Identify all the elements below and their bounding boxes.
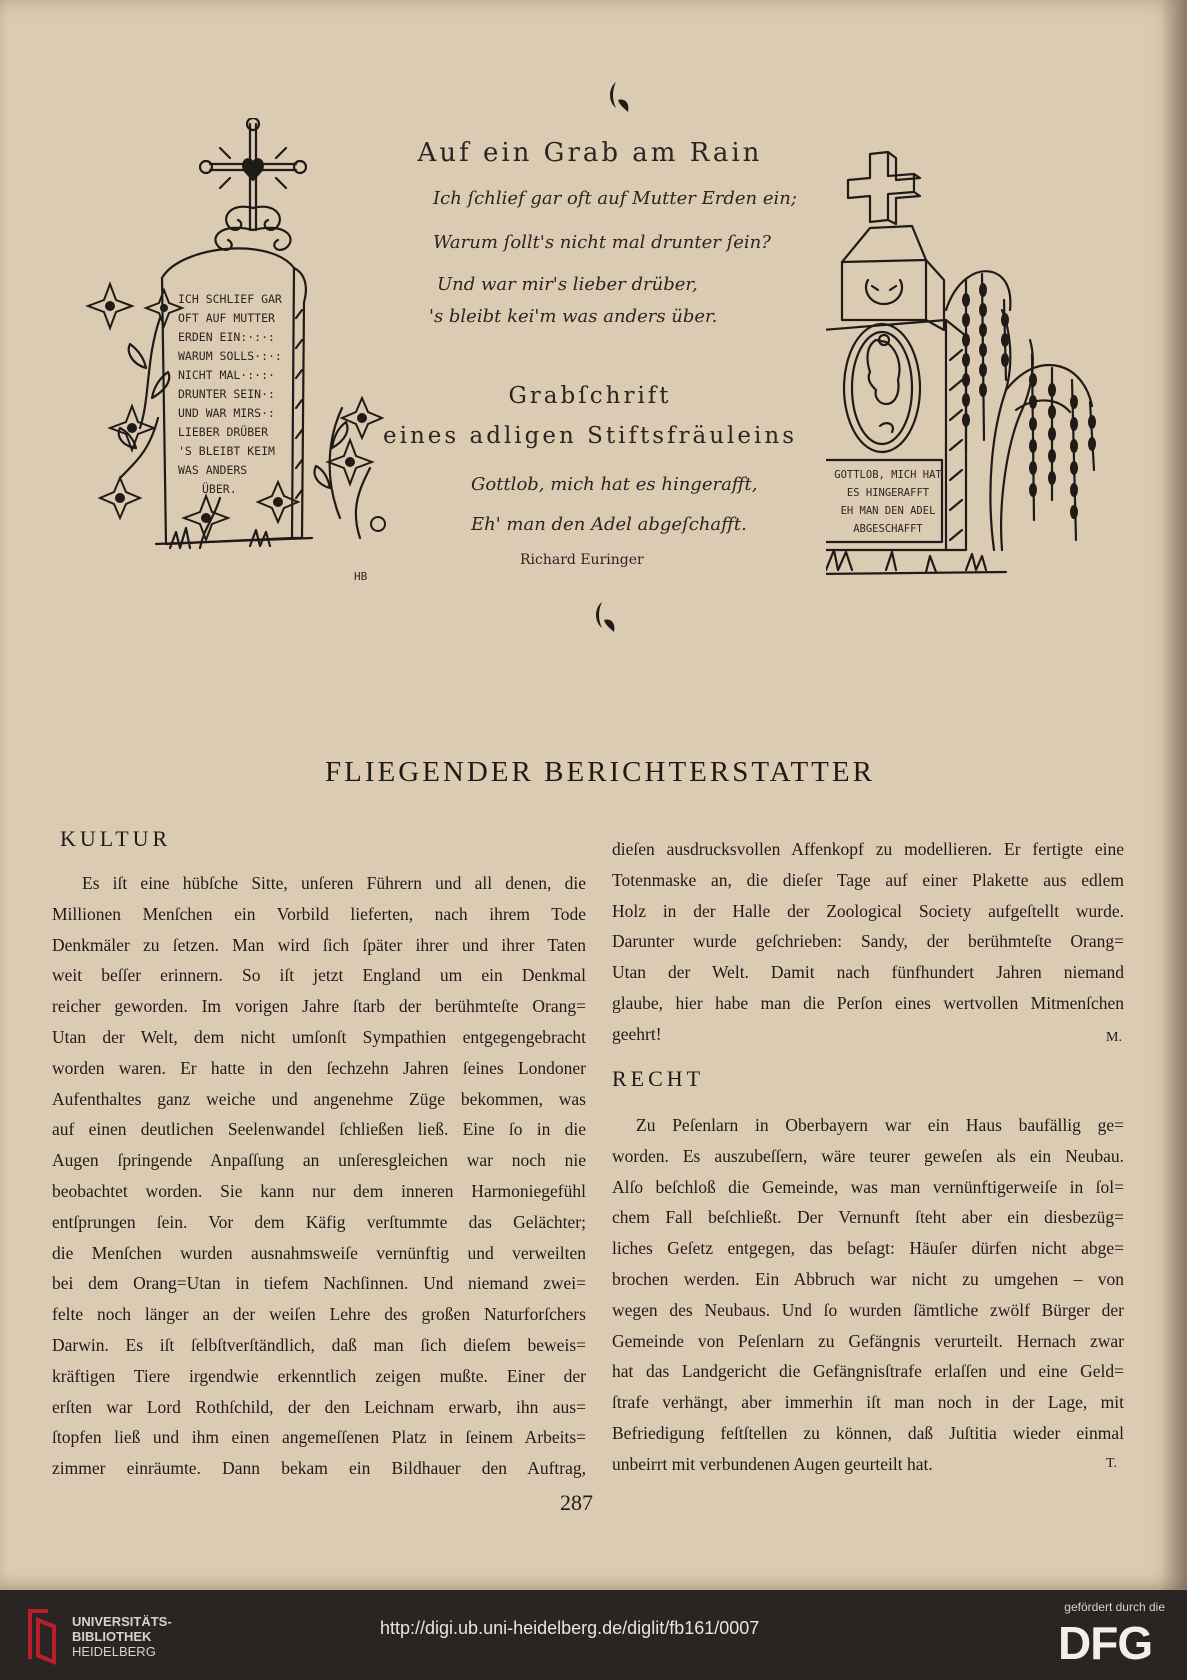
text-line: bei dem Orang=Utan in tiefem Nachſinnen. Und niemand zwei= [52, 1273, 586, 1294]
text-line: auf einen deutlichen Seelenwandel ſchließen ließ. Eine ſo in die [52, 1119, 586, 1140]
text-line: Darunter wurde geſchrieben: Sandy, der berühmteſte Orang= [612, 931, 1124, 952]
recht-body [612, 1110, 1124, 1480]
poem2-line: Gottlob, mich hat es hingerafft, [471, 474, 758, 495]
text-line: Millionen Menſchen ein Vorbild lieferten, nach ihrem Tode [52, 903, 586, 924]
text-line: hat das Landgericht die Gefängnisſtrafe erlaſſen und eine Geld= [612, 1361, 1124, 1382]
library-name-line: BIBLIOTHEK [72, 1629, 152, 1644]
text-line: Utan der Welt, dem nicht umſonſt Sympathien entgegengebracht [52, 1026, 586, 1047]
text-line: Aufenthaltes ganz weiche und angenehme Züge bekommen, was [52, 1088, 586, 1109]
library-name-line: UNIVERSITÄTS- [72, 1614, 172, 1629]
poem2-title: Grabſchrift [508, 383, 672, 409]
text-line: Befriedigung feſtſtellen zu können, daß Juſtitia wieder einmal [612, 1422, 1124, 1443]
inscription-line: UND WAR MIRS·: [178, 406, 275, 420]
inscription-line: DRUNTER SEIN·: [178, 387, 275, 401]
inscription-line: WAS ANDERS [178, 463, 248, 477]
text-line: Augen ſpringende Anpaſſung an unſeresgleichen war noch nie [52, 1150, 586, 1171]
text-line: Gemeinde von Peſenlarn zu Gefängnis verurteilt. Hernach zwar [612, 1330, 1124, 1351]
text-line: geehrt! [612, 1023, 662, 1044]
text-line: worden. Es auszubeſſern, wäre teurer geweſen als ein Neubau. [612, 1145, 1124, 1166]
inscription-line: ÜBER. [202, 482, 237, 496]
poem2-line: Eh' man den Adel abgeſchafft. [471, 514, 747, 535]
text-line: dieſen ausdrucksvollen Affenkopf zu modellieren. Er fertigte eine [612, 839, 1124, 859]
inscription-line: NICHT MAL·:·:· [178, 368, 275, 382]
university-library-logo-icon[interactable] [22, 1605, 62, 1667]
kultur-body [52, 868, 586, 1484]
inscription-line: OFT AUF MUTTER [178, 311, 275, 325]
section-masthead: FLIEGENDER BERICHTERSTATTER [325, 756, 875, 788]
illustrator-signature: HB [354, 570, 368, 583]
text-line: Holz in der Halle der Zoological Society aufgeſtellt wurde. [612, 900, 1124, 921]
poem1-line: 's bleibt kei'm was anders über. [429, 306, 718, 327]
text-line: Totenmaske an, die dieſer Tage auf einer Plakette aus edlem [612, 869, 1124, 890]
poem1-title: Auf ein Grab am Rain [417, 138, 763, 168]
text-line: Es iſt eine hübſche Sitte, unſeren Führern und all denen, die [82, 873, 586, 893]
inscription-line: EH MAN DEN ADEL [840, 505, 936, 517]
bottom-ornament-icon [590, 598, 620, 636]
library-name-line: HEIDELBERG [72, 1644, 156, 1659]
inscription-line: LIEBER DRÜBER [178, 425, 269, 439]
text-line: Darwin. Es iſt ſelbſtverſtändlich, daß man ſich dieſem beweis= [52, 1334, 586, 1355]
kultur-continuation [612, 834, 1124, 1050]
inscription-line: 'S BLEIBT KEIM [178, 444, 275, 458]
text-line: ſtrafe verhängt, aber immerhin iſt man noch in der Lage, mit [612, 1392, 1124, 1413]
text-line: unbeirrt mit verbundenen Augen geurteilt hat. [612, 1453, 933, 1474]
top-ornament-icon [604, 78, 634, 116]
text-line: weit beſſer erinnern. So iſt jetzt England um ein Denkmal [52, 965, 586, 986]
kultur-heading: KULTUR [60, 826, 172, 851]
text-line: reicher geworden. Im vorigen Jahre ſtarb der berühmteſte Orang= [52, 996, 586, 1017]
text-line: chem Fall beſchließt. Der Vernunft ſteht aber ein diesbezüg= [612, 1207, 1124, 1228]
text-line: zimmer einräumte. Dann bekam ein Bildhauer den Auftrag, [52, 1458, 586, 1479]
inscription-line: ICH SCHLIEF GAR [178, 292, 282, 306]
permalink-url[interactable]: http://digi.ub.uni-heidelberg.de/diglit/fb161/0007 [380, 1618, 760, 1638]
poem1-line: Ich ſchlief gar oft auf Mutter Erden ein; [433, 188, 797, 209]
inscription-line: ES HINGERAFFT [846, 487, 930, 499]
poem1-line: Warum ſollt's nicht mal drunter ſein? [433, 232, 771, 253]
text-line: Alſo beſchloß die Gemeinde, was man vernünftigerweiſe in ſol= [612, 1176, 1124, 1197]
page-number: 287 [560, 1490, 593, 1515]
right-grave-inscription [832, 466, 944, 538]
text-line: brochen werden. Ein Abbruch war nicht zu umgehen – von [612, 1268, 1124, 1289]
poem-author: Richard Euringer [520, 552, 644, 568]
text-line: kräftigen Tiere irgendwie erkenntlich zeigen mußte. Einer der [52, 1365, 586, 1386]
poem1-line: Und war mir's lieber drüber, [437, 274, 698, 295]
recht-signature: T. [1106, 1456, 1118, 1471]
text-line: liches Geſetz entgegen, das beſagt: Häuſer dürfen nicht abge= [612, 1238, 1124, 1259]
text-line: worden waren. Er hatte in den ſechzehn Jahren ſeines Londoner [52, 1057, 586, 1078]
inscription-line: WARUM SOLLS·:·: [178, 349, 282, 363]
text-line: die Menſchen wurden ausnahmsweiſe vernünftig und verweilten [52, 1242, 586, 1263]
inscription-line: ABGESCHAFFT [853, 523, 923, 535]
text-line: wegen des Neubaus. Und ſo wurden ſämtliche zwölf Bürger der [612, 1299, 1124, 1320]
text-line: glaube, hier habe man die Perſon eines wertvollen Mitmenſchen [612, 992, 1124, 1013]
dfg-logo[interactable]: DFG [1058, 1617, 1153, 1669]
poem2-subtitle: eines adligen Stiftsfräuleins [383, 423, 797, 449]
left-grave-inscription [178, 290, 282, 499]
text-line: Zu Peſenlarn in Oberbayern war ein Haus baufällig ge= [636, 1115, 1124, 1135]
university-library-name[interactable] [72, 1614, 172, 1659]
inscription-line: ERDEN EIN:·:·: [178, 330, 275, 344]
text-line: erſten war Lord Rothſchild, der den Leichnam erwarb, ihn aus= [52, 1396, 586, 1417]
inscription-line: GOTTLOB, MICH HAT [834, 469, 942, 481]
text-line: Utan der Welt. Damit nach fünfhundert Jahren niemand [612, 962, 1124, 983]
text-line: ſtopfen ließ und ihm einen angemeſſenen Platz in ſeinem Arbeits= [52, 1427, 586, 1448]
text-line: felte noch länger an der weiſen Lehre des großen Naturforſchers [52, 1304, 586, 1325]
right-grave-illustration [826, 140, 1136, 620]
text-line: entſprungen ſein. Vor dem Käfig verſtummte das Gelächter; [52, 1211, 586, 1232]
recht-heading: RECHT [612, 1066, 705, 1091]
text-line: beobachtet worden. Sie kann nur dem inneren Harmoniegefühl [52, 1180, 586, 1201]
text-line: Denkmäler zu ſetzen. Man wird ſich ſpäter ihrer und ihrer Taten [52, 934, 586, 955]
kultur-signature: M. [1106, 1030, 1122, 1045]
sponsor-label: gefördert durch die [1064, 1600, 1165, 1614]
